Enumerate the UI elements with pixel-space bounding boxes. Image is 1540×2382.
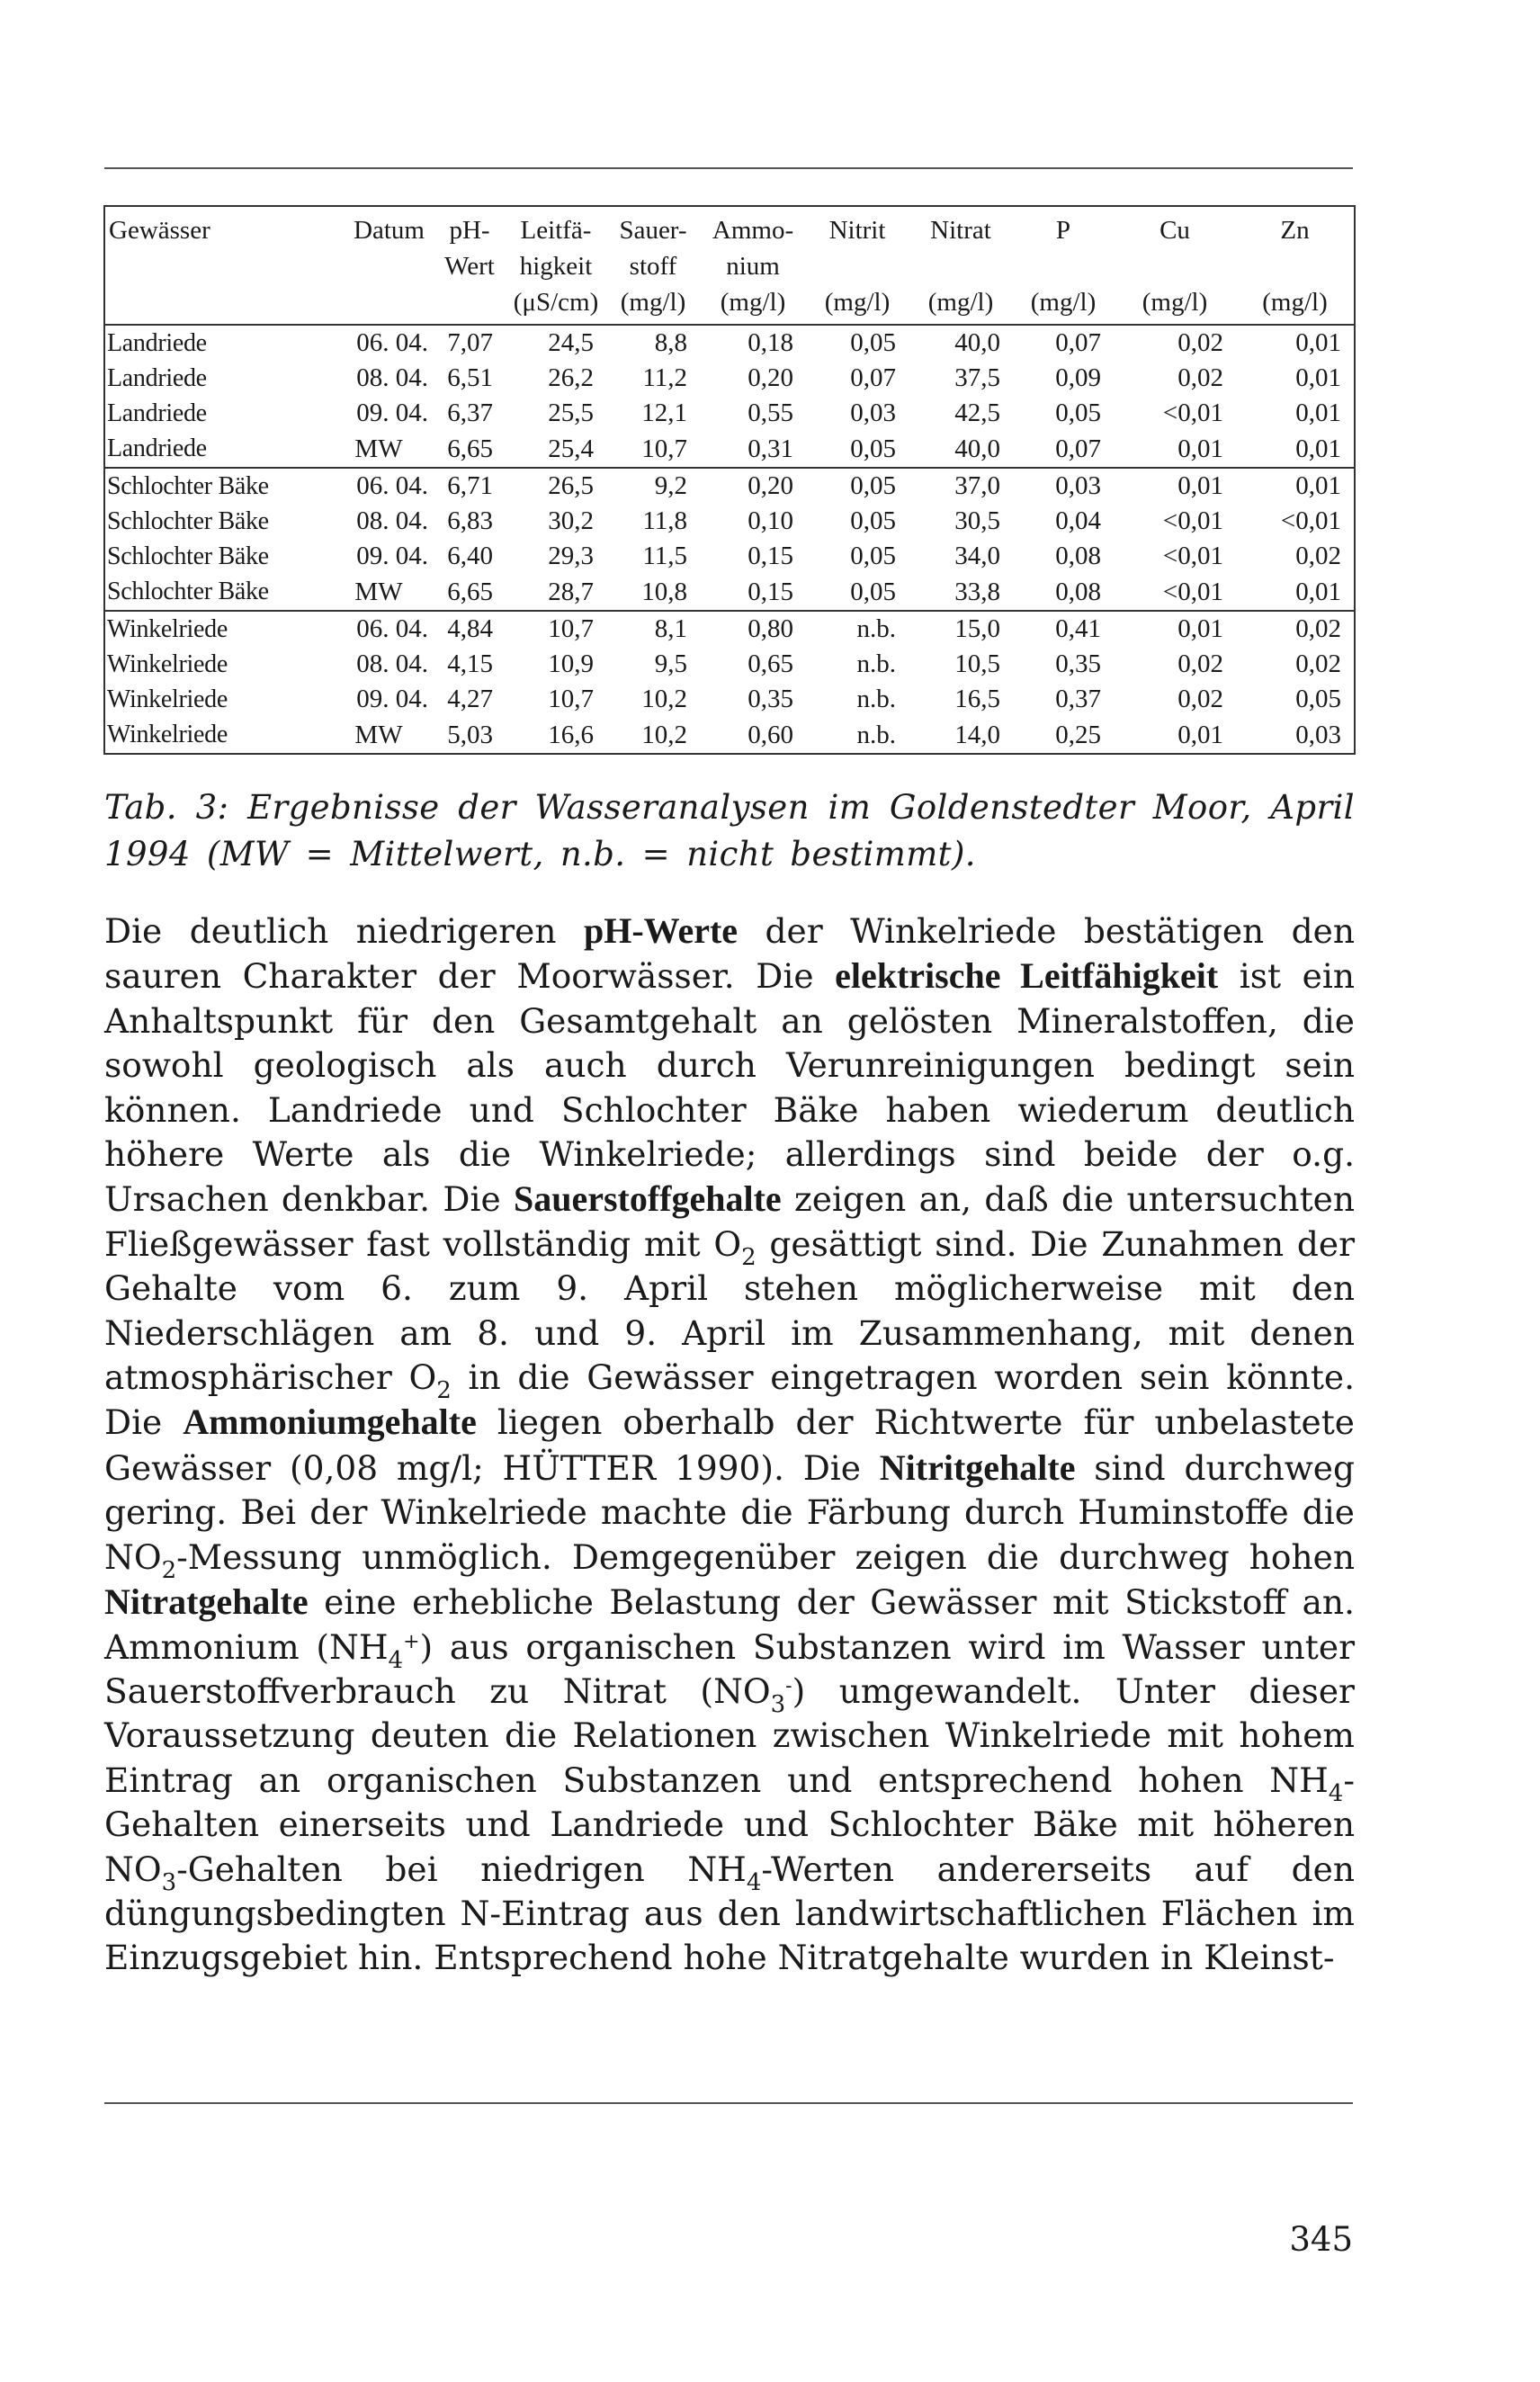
table-row [104, 647, 1355, 682]
table-cell-value: n.b. [856, 720, 896, 749]
table-cell-value: 0,02 [1177, 649, 1223, 678]
table-cell-value: 12,1 [641, 398, 687, 427]
table-cell-waterbody: Landriede [107, 398, 207, 427]
table-cell-value: 25,4 [548, 434, 594, 463]
table-cell-value: 28,7 [548, 577, 594, 606]
table-cell-value: 0,01 [1177, 614, 1223, 643]
table-cell-value: 0,20 [748, 471, 793, 500]
table-cell-value: 6,71 [447, 471, 493, 500]
table-cell-value: 0,41 [1055, 614, 1101, 643]
table-cell-value: 11,8 [642, 506, 687, 535]
table-cell-value: 10,9 [548, 649, 594, 678]
subscript: 4 [746, 1868, 762, 1896]
table-cell-value: 30,5 [954, 506, 1000, 535]
table-cell-value: 0,01 [1295, 434, 1341, 463]
table-cell-value: 0,02 [1177, 685, 1223, 713]
table-cell-value: 0,05 [850, 542, 896, 570]
table-cell-value: 0,20 [748, 363, 793, 392]
table-cell-value: 0,35 [748, 685, 793, 713]
table-cell-date: 06. 04. [356, 471, 428, 500]
table-cell-value: 0,02 [1295, 542, 1341, 570]
table-cell-value: 0,15 [748, 542, 793, 570]
table-body [104, 325, 1355, 754]
table-cell-waterbody: Schlochter Bäke [107, 506, 269, 535]
table-cell-value: 0,05 [850, 471, 896, 500]
table-cell-value: 42,5 [954, 398, 1000, 427]
table-cell-value: 11,2 [642, 363, 687, 392]
table-row [104, 361, 1355, 396]
column-header-line: (mg/l) [720, 288, 786, 317]
table-cell-date: MW [354, 720, 403, 749]
top-rule [104, 167, 1353, 169]
bold-term: Ammoniumgehalte [183, 1401, 477, 1443]
table-cell-value: 10,7 [548, 614, 594, 643]
table-cell-value: 0,02 [1295, 614, 1341, 643]
table-cell-waterbody: Landriede [107, 363, 207, 392]
column-header-line: Gewässer [109, 216, 210, 245]
table-cell-waterbody: Landriede [107, 434, 207, 462]
table-cell-value: 0,02 [1177, 363, 1223, 392]
table-cell-value: 0,01 [1295, 471, 1341, 500]
table-cell-value: 0,60 [748, 720, 793, 749]
table-cell-date: 08. 04. [356, 363, 428, 392]
table-cell-date: 08. 04. [356, 506, 428, 535]
column-header-line: Cu [1159, 216, 1190, 245]
table-cell-value: 0,08 [1055, 542, 1101, 570]
column-header [1013, 206, 1114, 325]
column-header-line [109, 284, 318, 320]
table-cell-value: 40,0 [954, 434, 1000, 463]
table-cell-value: n.b. [856, 614, 896, 643]
superscript: - [785, 1674, 792, 1697]
table-row [104, 504, 1355, 539]
table-cell-date: MW [354, 434, 403, 463]
table-cell-value: 0,05 [850, 577, 896, 606]
table-cell-value: 0,80 [748, 614, 793, 643]
table-cell-date: MW [354, 577, 403, 606]
table-cell-value: 10,2 [641, 685, 687, 713]
subscript: 3 [770, 1690, 786, 1718]
water-analysis-table [103, 205, 1356, 755]
table-cell-value: 0,01 [1177, 434, 1223, 463]
table-row-mean [104, 574, 1355, 611]
column-header [434, 206, 506, 325]
table-cell-date: 09. 04. [356, 398, 428, 427]
table-cell-value: 0,05 [1055, 398, 1101, 427]
table-cell-value: 0,05 [1295, 685, 1341, 713]
table-cell-value: 10,7 [641, 434, 687, 463]
text-run: Die deutlich niedrigeren [104, 911, 584, 951]
column-header-line: (mg/l) [927, 288, 994, 317]
table-cell-value: 6,37 [447, 398, 493, 427]
table-row [104, 682, 1355, 717]
table-cell-value: 10,7 [548, 685, 594, 713]
table-cell-value: 5,03 [447, 720, 493, 749]
text-run: -Gehalten bei niedrigen NH [176, 1849, 747, 1889]
table-cell-waterbody: Winkelriede [107, 649, 228, 678]
table-row-mean [104, 431, 1355, 468]
table-cell-value: <0,01 [1162, 398, 1223, 427]
table-cell-value: 0,03 [1295, 720, 1341, 749]
text-run: ) umgewandelt. Unter dieser Voraussetzung deuten die Relationen zwischen Winkelriede mit hohem Eintrag an organischen Substanzen und entsprechend hohen NH [104, 1670, 1355, 1800]
column-header-line: Wert [444, 252, 495, 281]
table-cell-value: 0,08 [1055, 577, 1101, 606]
column-header-line: Sauer- [619, 216, 687, 245]
table-cell-value: 37,5 [954, 363, 1000, 392]
table-row [104, 468, 1355, 504]
body-paragraph [104, 909, 1355, 1981]
table-cell-value: 0,37 [1055, 685, 1101, 713]
table-cell-waterbody: Schlochter Bäke [107, 542, 269, 570]
table-cell-value: 0,10 [748, 506, 793, 535]
table-cell-date: 06. 04. [356, 614, 428, 643]
body-text [104, 909, 1355, 1981]
table-cell-value: 30,2 [548, 506, 594, 535]
bold-term: Nitratgehalte [104, 1581, 309, 1623]
column-header-line: Datum [354, 216, 425, 245]
column-header-line: Leitfä- [520, 216, 592, 245]
table-row-mean [104, 717, 1355, 754]
table-cell-value: 0,01 [1177, 720, 1223, 749]
column-header-line: Nitrat [930, 216, 991, 245]
column-header-line: stoff [629, 252, 677, 281]
table-cell-value: 29,3 [548, 542, 594, 570]
table-cell-value: 0,03 [850, 398, 896, 427]
table-cell-value: 0,25 [1055, 720, 1101, 749]
table-cell-waterbody: Landriede [107, 328, 207, 357]
text-run: gesättigt sind. Die Zunahmen der Gehalte vom 6. zum 9. April stehen möglicherweise mit den Niederschlägen am 8. und 9. April im Zusammenhang, mit denen atmosphärischer O [104, 1223, 1355, 1398]
table-cell-value: 6,40 [447, 542, 493, 570]
subscript: 2 [741, 1243, 757, 1271]
table-cell-date: 06. 04. [356, 328, 428, 357]
table-cell-value: 0,02 [1177, 328, 1223, 357]
table-cell-value: 0,07 [1055, 328, 1101, 357]
column-header-line: (mg/l) [824, 288, 891, 317]
column-header-line: (mg/l) [620, 288, 686, 317]
table-cell-value: 4,15 [447, 649, 493, 678]
text-run: der Winkelriede bestätigen den sauren Charakter der Moorwässer. Die [104, 911, 1355, 997]
column-header [909, 206, 1013, 325]
table-cell-value: 8,1 [654, 614, 687, 643]
column-header-line: pH- [449, 216, 490, 245]
table-cell-value: 10,8 [641, 577, 687, 606]
column-header-line [109, 248, 318, 284]
text-run: zeigen an, daß die untersuchten Fließgewässer fast vollständig mit O [104, 1179, 1355, 1264]
bold-term: elektrische Leitfähigkeit [835, 955, 1219, 997]
table-cell-waterbody: Schlochter Bäke [107, 471, 269, 500]
text-run: in die Gewässer eingetragen worden sein könnte. Die [104, 1357, 1355, 1443]
table-cell-waterbody: Winkelriede [107, 721, 228, 748]
column-header-line: nium [726, 252, 780, 281]
table-cell-value: 6,65 [447, 434, 493, 463]
bold-term: Sauerstoffgehalte [513, 1178, 782, 1220]
column-header-line [329, 284, 425, 320]
column-header-line [1018, 248, 1108, 284]
table-cell-value: 0,01 [1295, 398, 1341, 427]
column-header-line [439, 284, 500, 320]
table-cell-value: 0,05 [850, 328, 896, 357]
table-cell-value: 0,07 [850, 363, 896, 392]
text-run: ) aus organischen Substanzen wird im Wasser unter Sauerstoffverbrauch zu Nitrat (NO [104, 1626, 1355, 1711]
table-cell-value: 4,27 [447, 685, 493, 713]
table-cell-value: <0,01 [1162, 577, 1223, 606]
table-cell-value: 9,5 [654, 649, 687, 678]
table-cell-value: 0,01 [1295, 577, 1341, 606]
table-cell-value: 0,02 [1295, 649, 1341, 678]
table-cell-value: 10,5 [954, 649, 1000, 678]
table-cell-value: 0,05 [850, 434, 896, 463]
page-number: 345 [1289, 2220, 1353, 2259]
column-header-line [1119, 248, 1231, 284]
table-header [104, 206, 1355, 325]
column-header-line [914, 248, 1007, 284]
table-cell-date: 09. 04. [356, 542, 428, 570]
table-cell-value: 8,8 [654, 328, 687, 357]
table-cell-value: 14,0 [954, 720, 1000, 749]
column-header [1236, 206, 1355, 325]
table-cell-value: 0,07 [1055, 434, 1101, 463]
table-cell-value: 24,5 [548, 328, 594, 357]
column-header [606, 206, 700, 325]
table-cell-value: 0,15 [748, 577, 793, 606]
table-cell-waterbody: Winkelriede [107, 614, 228, 643]
table-cell-value: 0,18 [748, 328, 793, 357]
table-cell-value: 11,5 [642, 542, 687, 570]
table-cell-date: 09. 04. [356, 685, 428, 713]
column-header-line [811, 248, 903, 284]
table-cell-value: 0,09 [1055, 363, 1101, 392]
column-header [806, 206, 909, 325]
table-row [104, 325, 1355, 361]
table-cell-value: 9,2 [654, 471, 687, 500]
table-cell-value: <0,01 [1162, 506, 1223, 535]
column-header-line: (μS/cm) [513, 288, 599, 317]
column-header-line [1241, 248, 1348, 284]
table-cell-value: 33,8 [954, 577, 1000, 606]
column-header [324, 206, 434, 325]
table-cell-value: 0,04 [1055, 506, 1101, 535]
subscript: 4 [1328, 1779, 1344, 1807]
bold-term: Nitritgehalte [879, 1446, 1076, 1488]
column-header-line: Ammo- [712, 216, 794, 245]
table-cell-waterbody: Schlochter Bäke [107, 578, 269, 605]
table-cell-value: 25,5 [548, 398, 594, 427]
table-cell-value: 26,5 [548, 471, 594, 500]
table-cell-value: 6,83 [447, 506, 493, 535]
table-cell-value: <0,01 [1162, 542, 1223, 570]
column-header [104, 206, 324, 325]
column-header [506, 206, 606, 325]
table-row [104, 611, 1355, 647]
table-cell-value: 7,07 [447, 328, 493, 357]
table-cell-waterbody: Winkelriede [107, 685, 228, 713]
table-caption: Tab. 3: Ergebnisse der Wasseranalysen im Goldenstedter Moor, April 1994 (MW = Mittelwert, n.b. = nicht bestimmt). [104, 788, 1355, 873]
table-cell-value: 0,65 [748, 649, 793, 678]
column-header-line: higkeit [519, 252, 593, 281]
subscript: 2 [161, 1556, 177, 1584]
table-cell-value: 0,05 [850, 506, 896, 535]
text-run: -Werten andererseits auf den düngungsbedingten N-Eintrag aus den landwirtschaftlichen Flächen im Einzugsgebiet hin. Entsprechend hohe Nitratgehalte wurden in Kleinst- [104, 1849, 1355, 1978]
bottom-rule [104, 2102, 1353, 2104]
text-run: -Gehalten einerseits und Landriede und Schlochter Bäke mit höheren NO [104, 1760, 1355, 1889]
bold-term: pH-Werte [584, 910, 739, 951]
table-cell-value: 0,31 [748, 434, 793, 463]
subscript: 3 [161, 1868, 177, 1896]
table-cell-value: 0,55 [748, 398, 793, 427]
table-cell-value: 34,0 [954, 542, 1000, 570]
superscript: + [403, 1630, 420, 1653]
table-cell-value: 0,35 [1055, 649, 1101, 678]
column-header-line: (mg/l) [1262, 288, 1328, 317]
table-row [104, 396, 1355, 431]
table-cell-value: 6,51 [447, 363, 493, 392]
column-header-line: (mg/l) [1030, 288, 1097, 317]
column-header-line: Nitrit [828, 216, 886, 245]
table-cell-value: <0,01 [1280, 506, 1341, 535]
column-header-line [329, 248, 425, 284]
column-header-line: P [1055, 216, 1071, 245]
table-cell-value: 40,0 [954, 328, 1000, 357]
text-run: -Messung unmöglich. Demgegenüber zeigen die durchweg hohen [176, 1536, 1355, 1577]
text-run: eine erhebliche Belastung der Gewässer mit Stickstoff an. Ammonium (NH [104, 1582, 1355, 1667]
table-cell-value: n.b. [856, 685, 896, 713]
table-cell-value: 6,65 [447, 577, 493, 606]
text-run: ist ein Anhaltspunkt für den Gesamtgehalt an gelösten Mineralstoffen, die sowohl geologisch als auch durch Verunreinigungen bedingt sein können. Landriede und Schlochter Bäke haben wiederum deutlich höhere Werte als die Winkelriede; allerdings sind beide der o.g. Ursachen denkbar. Die [104, 956, 1355, 1220]
table-cell-value: 16,6 [548, 720, 594, 749]
table-cell-value: 0,03 [1055, 471, 1101, 500]
text-run: sind durchweg gering. Bei der Winkelriede machte die Färbung durch Huminstoffe die NO [104, 1447, 1355, 1577]
column-header [700, 206, 806, 325]
subscript: 4 [388, 1646, 404, 1674]
table-cell-date: 08. 04. [356, 649, 428, 678]
table-cell-value: 0,01 [1295, 363, 1341, 392]
table-cell-value: 26,2 [548, 363, 594, 392]
table-cell-value: 0,01 [1177, 471, 1223, 500]
table-cell-value: n.b. [856, 649, 896, 678]
table-cell-value: 37,0 [954, 471, 1000, 500]
table-cell-value: 0,01 [1295, 328, 1341, 357]
table-cell-value: 15,0 [954, 614, 1000, 643]
table-cell-value: 4,84 [447, 614, 493, 643]
table-row [104, 539, 1355, 574]
column-header-line: Zn [1280, 216, 1310, 245]
column-header [1114, 206, 1236, 325]
subscript: 2 [436, 1377, 452, 1405]
table-cell-value: 16,5 [954, 685, 1000, 713]
text-run: liegen oberhalb der Richtwerte für unbelastete Gewässer (0,08 mg/l; HÜTTER 1990). Die [104, 1402, 1356, 1488]
table-cell-value: 10,2 [641, 720, 687, 749]
column-header-line: (mg/l) [1142, 288, 1208, 317]
